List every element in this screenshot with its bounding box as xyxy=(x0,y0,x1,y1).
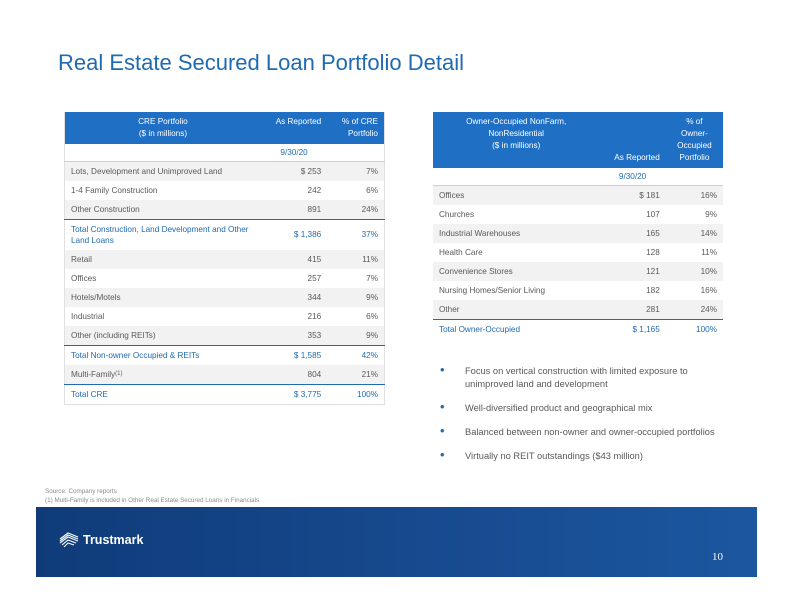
footer-band xyxy=(36,507,757,577)
cre-row-label: Retail xyxy=(65,250,261,269)
oo-row-label: Other xyxy=(433,300,599,320)
cre-row-value: 242 xyxy=(307,185,322,195)
cre-row xyxy=(65,346,385,366)
cre-row-value: $ 1,386 xyxy=(261,220,327,251)
cre-row-label: Total CRE xyxy=(65,385,261,405)
oo-row-value: $ 1,165 xyxy=(599,320,665,340)
bullet-item: • Virtually no REIT outstandings ($43 million) xyxy=(440,447,643,462)
cre-row xyxy=(65,365,385,385)
oo-row-percent: 14% xyxy=(666,224,723,243)
cre-row-label: Multi-Family$^{(1)}$ xyxy=(65,365,261,385)
oo-row-value: 128 xyxy=(646,247,660,257)
cre-row-value: 344 xyxy=(261,288,327,307)
cre-row-label: Offices xyxy=(71,273,97,283)
cre-row-percent: 9% xyxy=(327,288,384,307)
cre-row-label: Other Construction xyxy=(65,200,261,220)
cre-row-percent: 24% xyxy=(327,200,384,220)
bullet-dot-icon: • xyxy=(440,447,445,462)
cre-row-value: $ 1,585 xyxy=(261,346,327,366)
page-number: 10 xyxy=(712,551,723,563)
cre-row xyxy=(65,326,385,346)
cre-row-label: Total Construction, Land Development and Other Land Loans xyxy=(65,220,261,251)
oo-row-percent: 16% xyxy=(700,285,717,295)
cre-row-percent: 100% xyxy=(327,385,384,405)
cre-row-value: 804 xyxy=(261,365,327,385)
trustmark-logo xyxy=(58,530,143,550)
cre-row xyxy=(65,385,385,405)
oo-row-percent: 24% xyxy=(666,300,723,320)
cre-row-label: Hotels/Motels xyxy=(65,288,261,307)
oo-row-label: Churches xyxy=(439,209,475,219)
cre-row-label: Other (including REITs) xyxy=(65,326,261,346)
oo-row-percent: 11% xyxy=(701,247,717,257)
source-note: Source: Company reports xyxy=(45,488,117,495)
cre-row xyxy=(65,250,385,269)
oo-row xyxy=(433,300,723,320)
cre-row xyxy=(65,307,385,326)
cre-row-percent: 9% xyxy=(327,326,384,346)
oo-row-percent: 10% xyxy=(666,262,723,281)
oo-row-label: Industrial Warehouses xyxy=(433,224,599,243)
oo-row xyxy=(433,262,723,281)
bullet-dot-icon: • xyxy=(440,362,445,377)
cre-row-percent: 6% xyxy=(366,185,378,195)
oo-header-as-reported: As Reported xyxy=(599,112,665,168)
footnote-marker: (1) xyxy=(115,370,123,377)
oo-row-value: 182 xyxy=(646,285,660,295)
cre-row-percent: 42% xyxy=(327,346,384,366)
bullet-item: • Focus on vertical construction with limited exposure to unimproved land and development xyxy=(440,362,688,389)
oo-row-percent: 100% xyxy=(666,320,723,340)
cre-row-value: $ 253 xyxy=(261,162,327,182)
cre-row-percent: 37% xyxy=(327,220,384,251)
cre-header-portfolio: CRE Portfolio ($ in millions) xyxy=(65,112,261,144)
cre-row-value: $ 3,775 xyxy=(261,385,327,405)
oo-row-percent: 16% xyxy=(666,186,723,206)
oo-row-value: 107 xyxy=(646,209,660,219)
cre-row-percent: 21% xyxy=(327,365,384,385)
bullet-dot-icon: • xyxy=(440,423,445,438)
footnote-1: (1) Multi-Family is included in Other Real Estate Secured Loans in Financials xyxy=(45,497,260,504)
oo-date: 9/30/20 xyxy=(599,168,665,186)
oo-row-value: 281 xyxy=(599,300,665,320)
cre-row-label: Total Non-owner Occupied & REITs xyxy=(65,346,261,366)
oo-row xyxy=(433,320,723,340)
cre-row-percent: 7% xyxy=(327,162,384,182)
cre-row xyxy=(65,181,385,200)
oo-row-percent: 9% xyxy=(705,209,717,219)
oo-header-portfolio: Owner-Occupied NonFarm, NonResidential ($ in millions) xyxy=(433,112,599,168)
oo-row-label: Offices xyxy=(433,186,599,206)
cre-row-label: Industrial xyxy=(71,311,105,321)
cre-row-value: 353 xyxy=(261,326,327,346)
cre-row xyxy=(65,200,385,220)
cre-row-percent: 11% xyxy=(327,250,384,269)
oo-row xyxy=(433,224,723,243)
footnotes xyxy=(45,487,259,505)
cre-row-label: Lots, Development and Unimproved Land xyxy=(65,162,261,182)
cre-row-value: 891 xyxy=(261,200,327,220)
oo-row-label: Total Owner-Occupied xyxy=(433,320,599,340)
oo-row xyxy=(433,281,723,300)
oo-row-label: Convenience Stores xyxy=(433,262,599,281)
cre-date: 9/30/20 xyxy=(261,144,327,162)
oo-row-value: 121 xyxy=(599,262,665,281)
cre-row-percent: 6% xyxy=(366,311,378,321)
oo-row-value: 165 xyxy=(599,224,665,243)
oo-header-percent: % of Owner- Occupied Portfolio xyxy=(666,112,723,168)
bullet-item: • Balanced between non-owner and owner-occupied portfolios xyxy=(440,423,715,438)
owner-occupied-table xyxy=(433,112,723,339)
bullet-dot-icon: • xyxy=(440,399,445,414)
cre-portfolio-table xyxy=(64,112,385,405)
cre-header-percent: % of CRE Portfolio xyxy=(327,112,384,144)
oo-row xyxy=(433,205,723,224)
cre-row xyxy=(65,220,385,251)
brand-name: Trustmark xyxy=(83,533,144,547)
key-points-list xyxy=(440,362,720,474)
oo-row xyxy=(433,186,723,206)
oo-row-label: Health Care xyxy=(439,247,483,257)
cre-row xyxy=(65,162,385,182)
oo-row-value: $ 181 xyxy=(599,186,665,206)
page-title: Real Estate Secured Loan Portfolio Detail xyxy=(58,50,465,75)
oo-row-label: Nursing Homes/Senior Living xyxy=(439,285,546,295)
bullet-item: • Well-diversified product and geographical mix xyxy=(440,399,653,414)
oo-row xyxy=(433,243,723,262)
cre-row xyxy=(65,269,385,288)
trustmark-logo-icon xyxy=(58,531,80,549)
cre-row-value: 257 xyxy=(307,273,322,283)
cre-header-as-reported: As Reported xyxy=(261,112,327,144)
cre-row-value: 216 xyxy=(307,311,322,321)
cre-row-label: 1-4 Family Construction xyxy=(71,185,158,195)
cre-row xyxy=(65,288,385,307)
cre-row-percent: 7% xyxy=(366,273,378,283)
cre-row-value: 415 xyxy=(261,250,327,269)
